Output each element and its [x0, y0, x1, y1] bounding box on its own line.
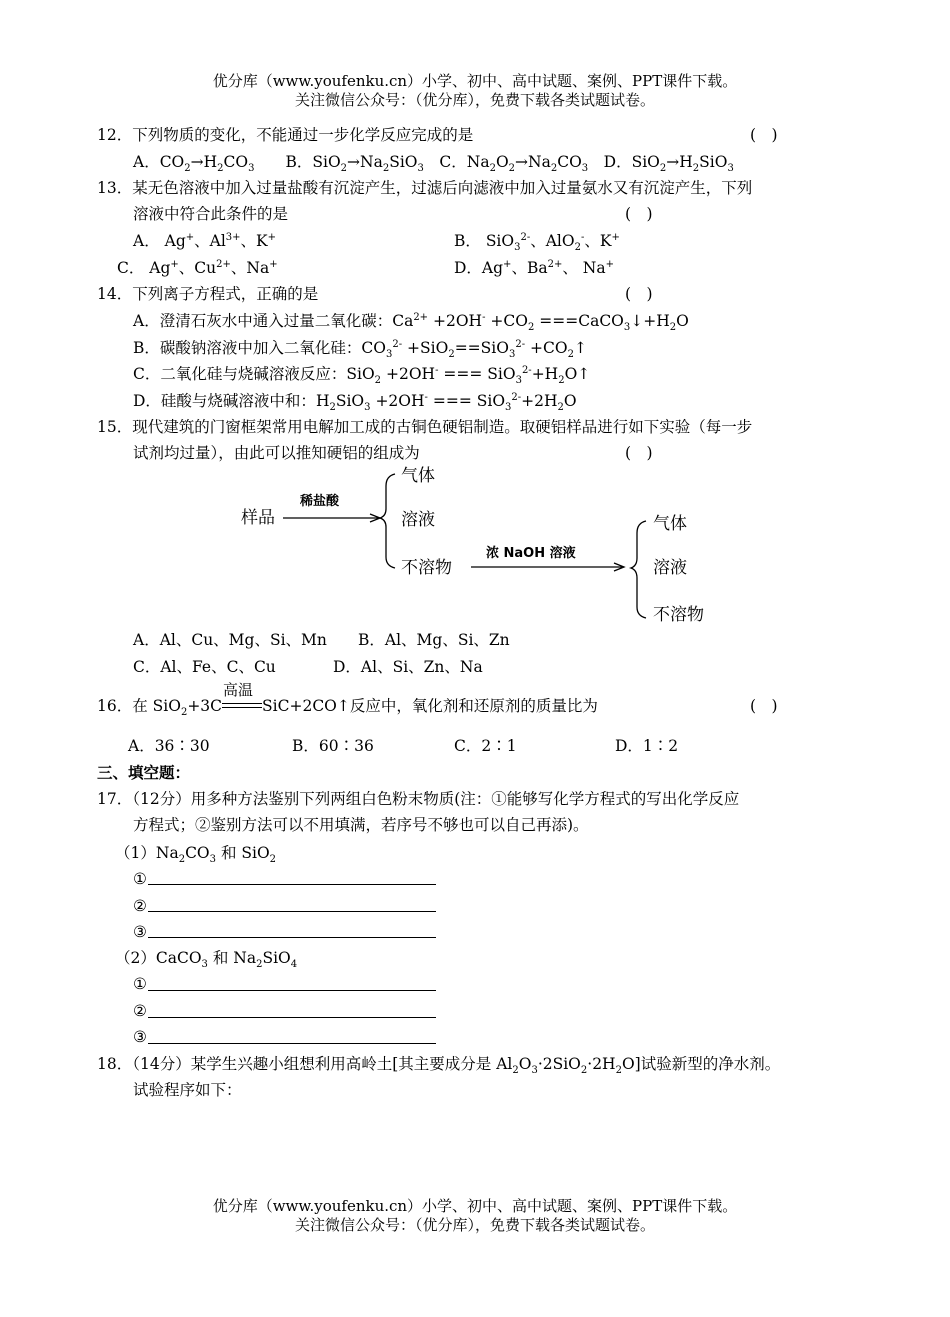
q16-answer-paren: ( ): [750, 697, 778, 715]
diagram-insoluble2-label: 不溶物: [653, 605, 704, 625]
q17-stem-line2: 方程式；②鉴别方法可以不用填满，若序号不够也可以自己再添)。: [133, 816, 589, 834]
q16-stem: 16．在 SiO$_2$+3C 高温 SiC+2CO↑反应中，氧化剂和还原剂的质量比为: [97, 681, 598, 719]
diagram-brace1: [380, 474, 395, 568]
q17-part1-blank2-num: ②: [133, 897, 147, 915]
q17-part2-blank3[interactable]: [148, 1043, 436, 1044]
q13-option-b: B． SiO$_3^{2-}$、AlO$_2$-、K+: [454, 231, 620, 254]
q17-part2-number: （2）: [115, 949, 156, 967]
q17-part2-blank3-num: ③: [133, 1028, 147, 1046]
q15-option-b: B．Al、Mg、Si、Zn: [358, 631, 510, 649]
q17-part1-blank1-num: ①: [133, 870, 147, 888]
footer-line-1: 优分库（www.youfenku.cn）小学、初中、高中试题、案例、PPT课件下载。: [212, 1197, 738, 1215]
q14-option-a: A．澄清石灰水中通入过量二氧化碳：$Ca^{2+} +2OH^- +CO_2$ $===CaCO_3↓+H_2O$: [133, 311, 689, 334]
q17-stem-line1: 17．（12分）用多种方法鉴别下列两组白色粉末物质(注：①能够写化学方程式的写出化学反应: [97, 790, 740, 808]
q17-part1-blank2[interactable]: [148, 911, 436, 912]
q15-option-d: D．Al、Si、Zn、Na: [333, 658, 483, 676]
q14-stem: 14．下列离子方程式，正确的是: [97, 285, 319, 303]
q12-answer-paren: ( ): [750, 126, 778, 144]
q17-part1-number: （1）: [115, 844, 156, 862]
q14-answer-paren: ( ): [625, 285, 653, 303]
diagram-solution2-label: 溶液: [653, 558, 687, 578]
q14-option-d: D．硅酸与烧碱溶液中和：$H_2SiO_3 +2OH^-$ === $SiO_3^{2-}+2H_2O$: [133, 391, 577, 414]
q13-option-a: A． Ag+、$Al^{3+}$、K+: [133, 231, 277, 250]
diagram-solution1-label: 溶液: [401, 510, 435, 530]
section3-title: 三、填空题：: [97, 763, 191, 782]
q17-part1-blank1[interactable]: [148, 884, 436, 885]
q16-option-a: A．36∶30: [128, 737, 210, 755]
q15-stem-line1: 15．现代建筑的门窗框架常用电解加工成的古铜色硬铝制造。取硬铝样品进行如下实验（每一步: [97, 418, 753, 436]
q17-part1-blank3[interactable]: [148, 937, 436, 938]
q16-condition-arrow: [222, 681, 262, 716]
diagram-brace2: [631, 521, 646, 618]
q13-option-c: C． Ag+、$Cu^{2+}$、Na+: [117, 258, 278, 277]
q17-part2-label: （2）CaCO$_3$ 和 $Na_2SiO_4$: [115, 949, 298, 971]
q13-option-d: D．Ag+、$Ba^{2+}$、 Na+: [454, 258, 614, 277]
q17-part1-label: $(1)Na_2CO_3$ 和 SiO$_2$: [115, 844, 277, 866]
q13-stem-line2: 溶液中符合此条件的是: [133, 205, 289, 223]
q17-part2-blank1[interactable]: [148, 990, 436, 991]
q17-part2-blank2[interactable]: [148, 1017, 436, 1018]
diagram-sample-label: 样品: [241, 508, 275, 528]
q16-condition-label: 高温: [223, 681, 254, 699]
q16-prefix: 16．在 SiO: [97, 697, 181, 715]
diagram-gas1-label: 气体: [401, 466, 435, 486]
q16-suffix: 反应中，氧化剂和还原剂的质量比为: [349, 697, 598, 715]
header-line-1: 优分库（www.youfenku.cn）小学、初中、高中试题、案例、PPT课件下载。: [212, 72, 738, 90]
header-line-2: 关注微信公众号：（优分库），免费下载各类试题试卷。: [294, 91, 655, 109]
q13-answer-paren: ( ): [625, 205, 653, 223]
q14-option-c-text: C．二氧化硅与烧碱溶液反应：: [133, 365, 347, 383]
q16-option-b: B．60∶36: [292, 737, 374, 755]
q17-part1-blank3-num: ③: [133, 923, 147, 941]
footer-line-2: 关注微信公众号：（优分库），免费下载各类试题试卷。: [294, 1216, 655, 1234]
q14-option-d-text: D．硅酸与烧碱溶液中和：: [133, 392, 316, 410]
q14-option-a-text: A．澄清石灰水中通入过量二氧化碳：: [133, 312, 393, 330]
q14-option-b-text: B．碳酸钠溶液中加入二氧化硅：: [133, 339, 362, 357]
q18-stem-line1: 18．（14分）某学生兴趣小组想利用高岭土[其主要成分是 $Al_2O_3\cdot 2SiO_2\cdot 2H_2O$]试验新型的净水剂。: [97, 1055, 781, 1077]
q13-stem-line1: 13．某无色溶液中加入过量盐酸有沉淀产生，过滤后向滤液中加入过量氨水又有沉淀产生，下列: [97, 179, 753, 197]
q17-part2-blank1-num: ①: [133, 975, 147, 993]
q15-stem-line2: 试剂均过量），由此可以推知硬铝的组成为: [133, 444, 420, 462]
q16-option-c: C．2∶1: [454, 737, 517, 755]
q16-option-d: D．1∶2: [615, 737, 679, 755]
q12-stem: 12．下列物质的变化，不能通过一步化学反应完成的是: [97, 126, 474, 144]
q14-option-b: B．碳酸钠溶液中加入二氧化硅：$CO_3^{2-} +SiO_2==SiO_3^{2-}$ $+CO_2↑$: [133, 338, 587, 361]
q18-stem-part-a: 18．（14分）某学生兴趣小组想利用高岭土[其主要成分是: [97, 1055, 497, 1073]
q18-stem-line2: 试验程序如下：: [133, 1081, 242, 1099]
diagram-gas2-label: 气体: [653, 514, 687, 534]
diagram-reagent2-label: 浓 NaOH 溶液: [486, 546, 576, 561]
q14-option-c: C．二氧化硅与烧碱溶液反应：SiO$_2$ +2OH- === $SiO_3^{2-}+H_2O↑$: [133, 364, 591, 387]
q15-option-c: C．Al、Fe、C、Cu: [133, 658, 276, 676]
q15-answer-paren: ( ): [625, 444, 653, 462]
q18-stem-part-b: ]试验新型的净水剂。: [634, 1055, 781, 1073]
q17-part2-blank2-num: ②: [133, 1002, 147, 1020]
q15-option-a: A．Al、Cu、Mg、Si、Mn: [133, 631, 327, 649]
diagram-reagent1-label: 稀盐酸: [300, 494, 340, 509]
diagram-insoluble1-label: 不溶物: [401, 558, 452, 578]
q12-options: A．$CO_2\to H_2CO_3$ B．$SiO_2\to Na_2SiO_3$ C．$Na_2O_2\to Na_2CO_3$ D．$SiO_2\to H_2SiO_3$: [133, 153, 734, 175]
